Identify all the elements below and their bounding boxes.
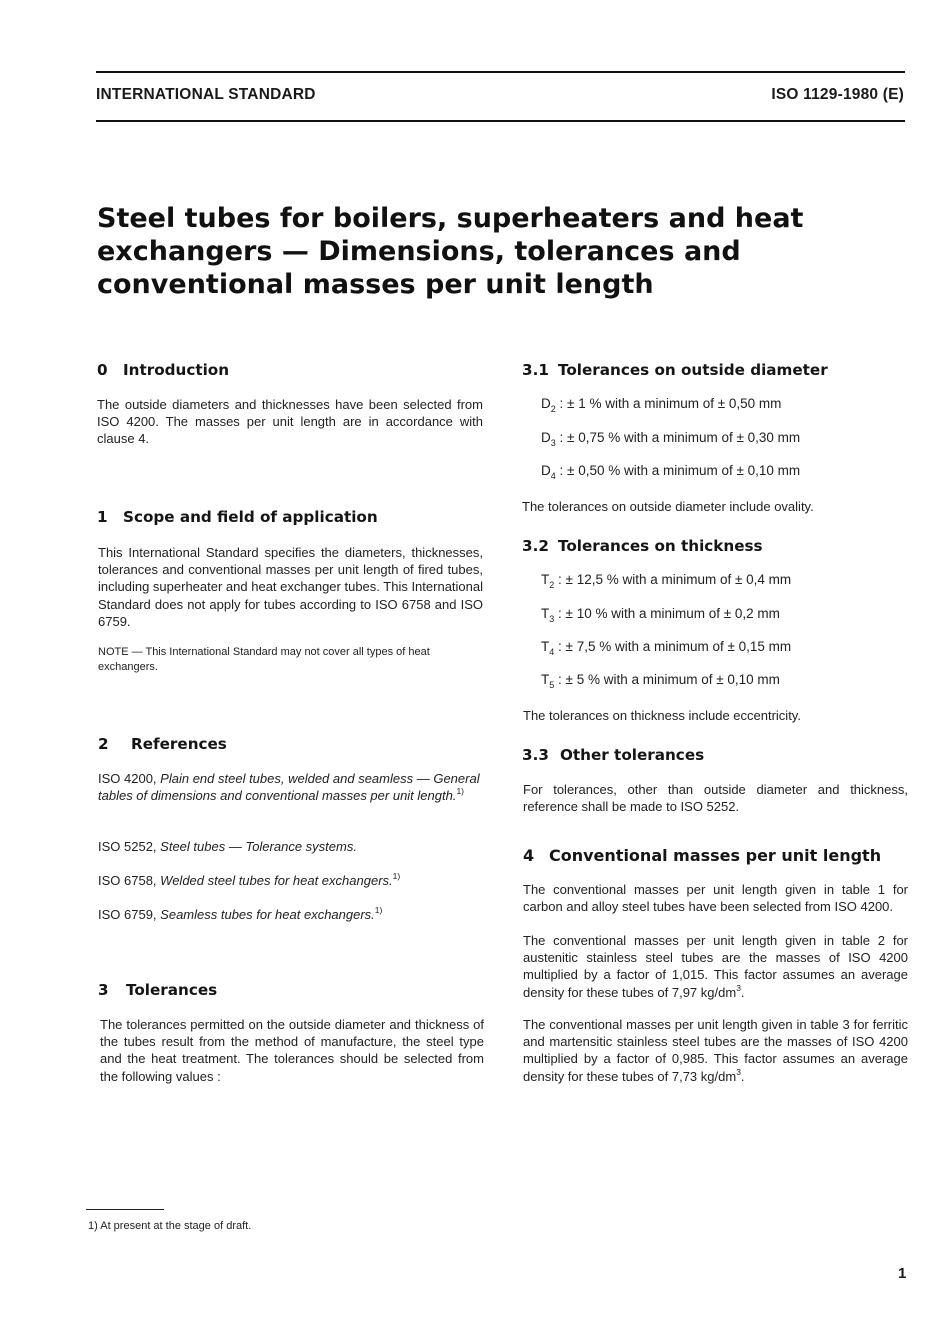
thickness-tolerance-row	[541, 672, 780, 690]
reference-code: ISO 6759,	[98, 907, 157, 922]
section-4-number: 4	[523, 846, 535, 865]
section-3-2-number: 3.2	[522, 537, 549, 555]
section-3-heading	[98, 981, 217, 999]
footnote-rule	[86, 1209, 164, 1210]
tolerance-class: 2	[550, 404, 556, 414]
reference-footnote-mark: 1)	[456, 786, 465, 797]
paragraph-3-exponent: 3	[736, 1066, 741, 1077]
reference-code: ISO 6758,	[98, 873, 157, 888]
document-title: Steel tubes for boilers, superheaters and heat exchangers — Dimensions, tolerances and conventional masses per unit length	[97, 203, 804, 300]
section-0-heading	[97, 361, 229, 379]
section-1-number: 1	[97, 508, 108, 526]
tolerance-class: 4	[549, 647, 555, 657]
reference-title: Seamless tubes for heat exchangers.	[160, 907, 375, 922]
tolerance-symbol: T	[541, 606, 550, 621]
section-1-title: Scope and field of application	[123, 508, 378, 526]
tolerance-value: : ± 10 % with a minimum of ± 0,2 mm	[558, 606, 780, 621]
tolerance-symbol: D	[541, 396, 551, 411]
section-0-body: The outside diameters and thicknesses have been selected from ISO 4200. The masses per unit length are in accordance with clause 4.	[97, 397, 483, 447]
reference-item	[98, 770, 484, 804]
section-3-title: Tolerances	[126, 981, 218, 999]
section-1-heading	[97, 508, 378, 526]
reference-title: Welded steel tubes for heat exchangers.	[160, 873, 393, 888]
section-3-body: The tolerances permitted on the outside diameter and thickness of the tubes result from the method of manufacture, the steel type and the heat treatment. The tolerances should be selected from the following values :	[100, 1017, 484, 1084]
section-2-title: References	[131, 735, 227, 753]
section-1-note: NOTE — This International Standard may not cover all types of heat exchangers.	[98, 646, 430, 673]
header-right: ISO 1129-1980 (E)	[771, 86, 904, 103]
tolerance-symbol: T	[541, 672, 550, 687]
reference-item	[98, 872, 484, 889]
tolerance-class: 3	[549, 614, 555, 624]
section-2-heading	[98, 735, 227, 753]
section-4-paragraph-3	[523, 1016, 908, 1085]
diameter-tolerance-row	[541, 396, 782, 414]
reference-code: ISO 4200,	[98, 771, 157, 786]
section-1-body: This International Standard specifies the diameters, thicknesses, tolerances and conventional masses per unit length of fired tubes, including superheater and heat exchanger tubes. This International Standard does not apply for tubes according to ISO 6758 and ISO 6759.	[98, 545, 483, 629]
header-top-rule	[96, 71, 905, 73]
footnote: 1) At present at the stage of draft.	[88, 1220, 252, 1232]
tolerance-class: 5	[549, 680, 555, 690]
section-4-title: Conventional masses per unit length	[549, 846, 882, 865]
reference-title: Plain end steel tubes, welded and seamless — General tables of dimensions and conventional masses per unit length.	[98, 771, 480, 804]
section-3-1-heading	[522, 361, 828, 379]
section-3-3-body: For tolerances, other than outside diameter and thickness, reference shall be made to ISO 5252.	[523, 782, 908, 815]
section-4-paragraph-2	[523, 932, 908, 1001]
tolerance-class: 3	[550, 438, 556, 448]
tolerance-value: : ± 0,75 % with a minimum of ± 0,30 mm	[559, 430, 801, 445]
thickness-tolerance-row	[541, 572, 792, 590]
reference-title: Steel tubes — Tolerance systems.	[160, 839, 357, 854]
tolerance-class: 4	[550, 471, 556, 481]
diameter-tolerance-row	[541, 463, 801, 481]
section-3-1-number: 3.1	[522, 361, 549, 379]
tolerance-symbol: D	[541, 463, 551, 478]
tolerance-symbol: D	[541, 430, 551, 445]
thickness-tolerance-row	[541, 606, 780, 624]
tolerance-symbol: T	[541, 572, 550, 587]
diameter-tolerance-row	[541, 430, 801, 448]
section-3-1-title: Tolerances on outside diameter	[558, 361, 828, 379]
section-4-heading	[523, 846, 881, 865]
section-3-number: 3	[98, 981, 109, 999]
section-0-number: 0	[97, 361, 108, 379]
tolerance-class: 2	[549, 580, 555, 590]
header-left: INTERNATIONAL STANDARD	[96, 86, 316, 103]
tolerance-value: : ± 12,5 % with a minimum of ± 0,4 mm	[558, 572, 792, 587]
paragraph-3-end: .	[740, 1068, 745, 1084]
reference-footnote-mark: 1)	[374, 905, 383, 915]
paragraph-2-end: .	[740, 984, 745, 1000]
section-3-2-heading	[522, 537, 763, 555]
section-3-3-number: 3.3	[522, 746, 549, 764]
section-3-3-heading	[522, 746, 704, 764]
tolerance-value: : ± 1 % with a minimum of ± 0,50 mm	[559, 396, 782, 411]
section-3-3-title: Other tolerances	[560, 746, 705, 764]
thickness-tolerance-row	[541, 639, 792, 657]
reference-item	[98, 906, 484, 923]
reference-item	[98, 838, 484, 855]
paragraph-2-text: The conventional masses per unit length given in table 2 for austenitic stainless steel tubes are the masses of ISO 4200 multiplied by a factor of 1,015. This factor assumes an average density for these tubes of 7,97 kg/dm	[523, 933, 908, 1000]
section-2-number: 2	[98, 735, 109, 753]
reference-footnote-mark: 1)	[392, 871, 401, 881]
header-bottom-rule	[96, 120, 905, 122]
tolerance-value: : ± 7,5 % with a minimum of ± 0,15 mm	[558, 639, 792, 654]
tolerance-value: : ± 0,50 % with a minimum of ± 0,10 mm	[559, 463, 801, 478]
section-3-2-note: The tolerances on thickness include eccentricity.	[523, 708, 801, 723]
paragraph-3-text: The conventional masses per unit length given in table 3 for ferritic and martensitic stainless steel tubes are the masses of ISO 4200 multiplied by a factor of 0,985. This factor assumes an average density for these tubes of 7,73 kg/dm	[523, 1017, 908, 1084]
paragraph-2-exponent: 3	[736, 982, 741, 993]
tolerance-symbol: T	[541, 639, 550, 654]
tolerance-value: : ± 5 % with a minimum of ± 0,10 mm	[558, 672, 780, 687]
section-3-2-title: Tolerances on thickness	[558, 537, 763, 555]
section-3-1-note: The tolerances on outside diameter include ovality.	[522, 499, 814, 514]
reference-code: ISO 5252,	[98, 839, 157, 854]
section-4-paragraph-1: The conventional masses per unit length given in table 1 for carbon and alloy steel tubes have been selected from ISO 4200.	[523, 882, 908, 915]
section-0-title: Introduction	[123, 361, 230, 379]
page-number: 1	[898, 1265, 907, 1282]
